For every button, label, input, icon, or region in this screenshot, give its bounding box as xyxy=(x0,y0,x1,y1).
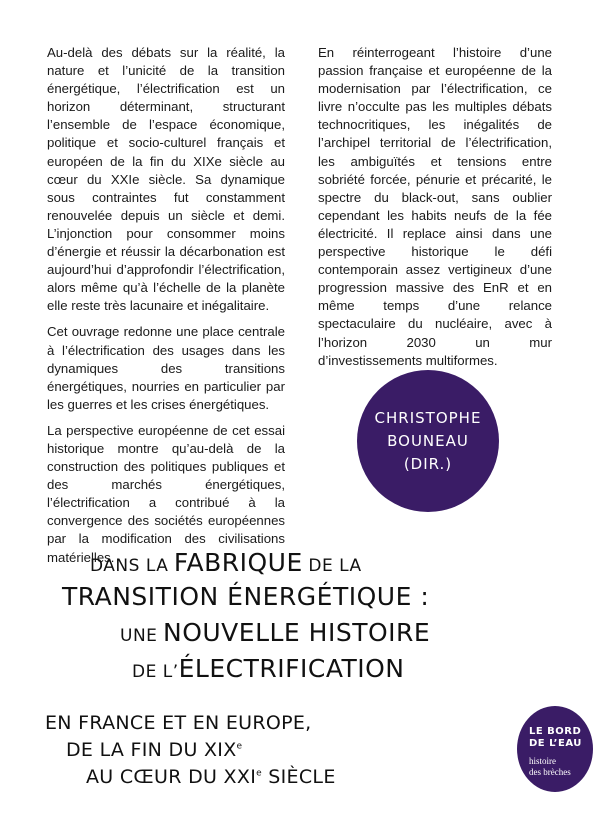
title-line-4: DE L’ÉLECTRIFICATION xyxy=(132,654,405,683)
subtitle-line-2: DE LA FIN DU XIXe xyxy=(66,739,243,761)
author-role: (DIR.) xyxy=(403,454,453,473)
publisher-name-line-1: LE BORD xyxy=(529,726,582,737)
back-cover-right-column xyxy=(318,44,552,378)
blurb-paragraph-2: Cet ouvrage redonne une place centrale à l’électrification des usages dans les dynamiques des transitions énergétiques, nourries en particulier par les guerres et les crises énergétiques. xyxy=(47,324,285,412)
series-name-line-1: histoire xyxy=(529,756,556,766)
author-last-name: BOUNEAU xyxy=(387,431,469,450)
author-first-name: CHRISTOPHE xyxy=(374,408,482,427)
blurb-paragraph-4: En réinterrogeant l’histoire d’une passion française et européenne de la modernisation par l’électrification, ce livre n’occulte pas les multiples débats technocritiques, les inégalités de l’archipel territorial de l’électrification, les ambiguïtés et tensions entre sobriété forcée, pénurie et précarité, le spectre du black-out, sans oublier cependant les habits neufs de la fée électricité. Il replace ainsi dans une perspective historique le défi contemporain assez vertigineux d’une progression massive des EnR et en même temps d’une relance spectaculaire du nucléaire, avec à l’horizon 2030 un mur d’investissements multiformes. xyxy=(318,45,552,368)
series-name-line-2: des brèches xyxy=(529,767,571,777)
subtitle-line-3: AU CŒUR DU XXIe SIÈCLE xyxy=(86,766,336,788)
publisher-name-line-2: DE L’EAU xyxy=(529,738,582,749)
subtitle-line-1: EN FRANCE ET EN EUROPE, xyxy=(45,712,312,734)
blurb-paragraph-3: La perspective européenne de cet essai historique montre qu’au-delà de la construction des politiques publiques et des marchés énergétiques, l’électrification a contribué à la convergence des sociétés européennes par la modification des civilisations matérielles. xyxy=(47,422,285,565)
title-line-1: DANS LA FABRIQUE DE LA xyxy=(90,548,362,577)
back-cover-left-column xyxy=(47,44,285,575)
publisher-logo xyxy=(517,706,593,792)
title-line-2: TRANSITION ÉNERGÉTIQUE : xyxy=(62,582,430,611)
author-badge xyxy=(357,370,499,512)
blurb-paragraph-1: Au-delà des débats sur la réalité, la nature et l’unicité de la transition énergétique, l’électrification est un horizon déterminant, structurant l’ensemble de l’espace économique, politique et socio-culturel français et européen de la fin du XIXe siècle au cœur du XXIe siècle. Sa dynamique sous contraintes fut constamment renouvelée depuis un siècle et demi. L’injonction pour consommer moins d’énergie et réussir la décarbonation est aujourd’hui d’approfondir l’électrification, alors même qu’à l’échelle de la planète elle reste très lacunaire et inégalitaire. xyxy=(47,45,285,314)
title-line-3: UNE NOUVELLE HISTOIRE xyxy=(120,618,431,647)
